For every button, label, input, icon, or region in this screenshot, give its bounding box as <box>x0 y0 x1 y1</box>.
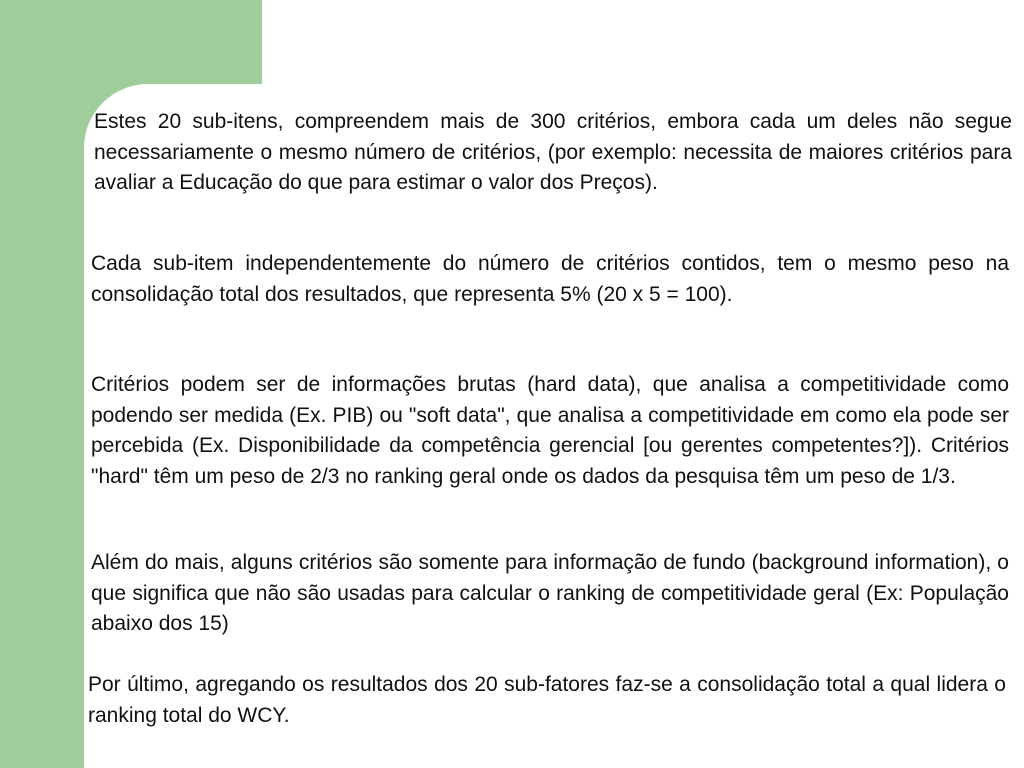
paragraph-hard-soft-data: Critérios podem ser de informações brutas (hard data), que analisa a competitividade como podendo ser medida (Ex. PIB) ou "soft data", que analisa a competitividade em como ela pode ser percebida (Ex. Disponibilidade da competência gerencial [ou gerentes competentes?]). Critérios "hard" têm um peso de 2/3 no ranking geral onde os dados da pesquisa têm um peso de 1/3. <box>91 373 1009 488</box>
paragraph-consolidation: Por último, agregando os resultados dos 20 sub-fatores faz-se a consolidação total a qual lidera o ranking total do WCY. <box>88 673 1006 727</box>
paragraph-equal-weight: Cada sub-item independentemente do número de critérios contidos, tem o mesmo peso na consolidação total dos resultados, que representa 5% (20 x 5 = 100). <box>91 252 1009 306</box>
paragraph-sub-items: Estes 20 sub-itens, compreendem mais de 300 critérios, embora cada um deles não segue necessariamente o mesmo número de critérios, (por exemplo: necessita de maiores critérios para avaliar a Educação do que para estimar o valor dos Preços). <box>94 110 1012 194</box>
paragraph-background-information: Além do mais, alguns critérios são somente para informação de fundo (background information), o que significa que não são usadas para calcular o ranking de competitividade geral (Ex: População abaixo dos 15) <box>91 551 1009 635</box>
